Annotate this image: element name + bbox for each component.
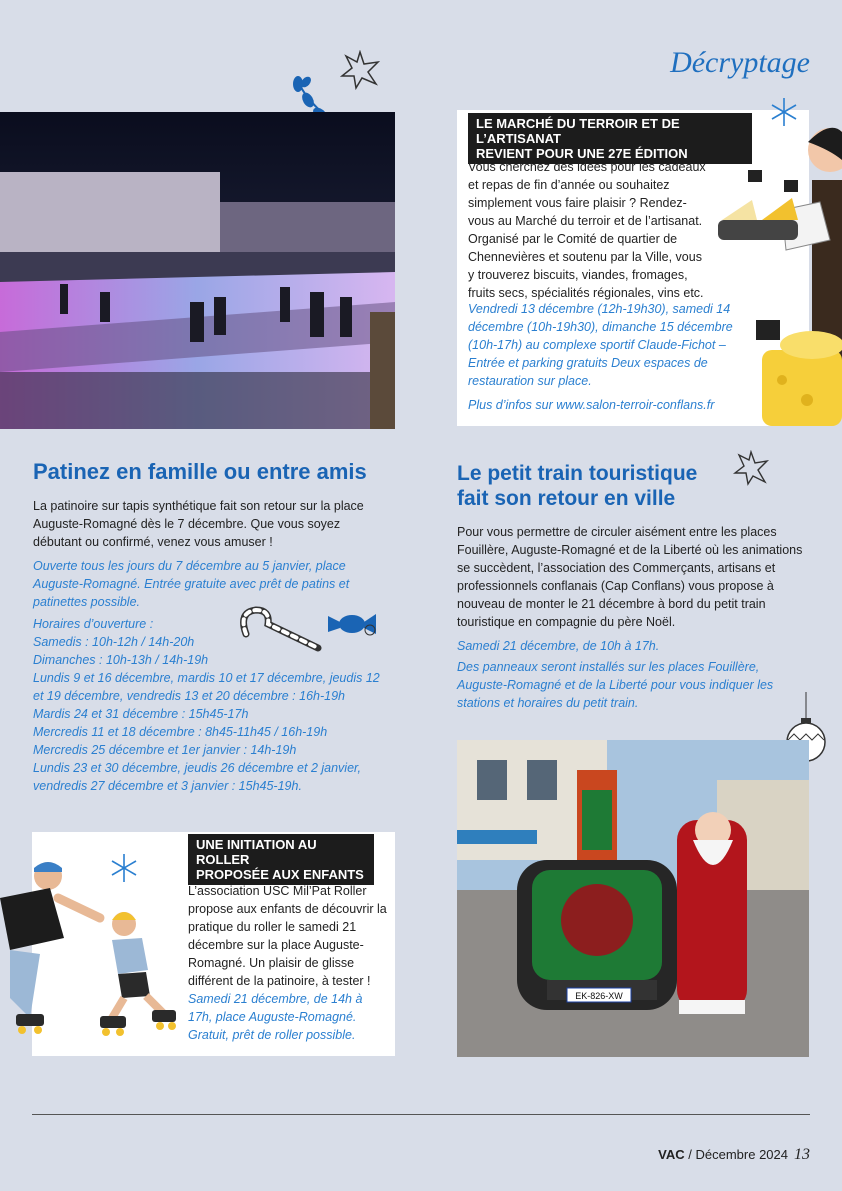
market-tag xyxy=(468,113,752,164)
rink-hours-6: Mercredis 25 décembre et 1er janvier : 14h-19h xyxy=(33,743,297,757)
market-text: Vous cherchez des idées pour les cadeaux et repas de fin d’année ou souhaitez simplement vous faire plaisir ? Rendez-vous au Marché du terroir et de l’artisanat. Organisé par le Comité de quartier de Chennevières et soutenu par la Ville, vous y trouverez biscuits, viandes, fromages, fruits secs, spécialités régionales, vins etc. xyxy=(468,160,706,300)
train-title xyxy=(457,461,697,511)
roller-info: Samedi 21 décembre, de 14h à 17h, place Auguste-Romagné. Gratuit, prêt de roller possible. xyxy=(188,992,363,1042)
market-tag-line2: REVIENT POUR UNE 27E ÉDITION xyxy=(476,146,688,161)
roller-skaters-illustration xyxy=(0,858,185,1048)
footer-divider xyxy=(32,1114,810,1115)
rink-intro: La patinoire sur tapis synthétique fait son retour sur la place Auguste-Romagné dès le 7 décembre. Que vous soyez débutant ou confirmé, venez vous amuser ! xyxy=(33,499,364,549)
ice-rink-photo xyxy=(0,112,395,429)
market-dates: Vendredi 13 décembre (12h-19h30), samedi 14 décembre (10h-19h30), dimanche 15 décembre (10h-17h) au complexe sportif Claude-Fichot – Entrée et parking gratuits Deux espaces de restauration sur place. xyxy=(468,302,733,388)
candy-cane-icon xyxy=(234,604,324,654)
train-title-line2: fait son retour en ville xyxy=(457,487,676,510)
rink-hours-3: Lundis 9 et 16 décembre, mardis 10 et 17 décembre, jeudis 12 et 19 décembre, vendredis 13 et 20 décembre : 16h-19h xyxy=(33,671,380,703)
license-plate: EK-826-XW xyxy=(575,991,623,1001)
roller-tag-line1: UNE INITIATION AU ROLLER xyxy=(196,837,317,867)
train-text: Pour vous permettre de circuler aisément entre les places Fouillère, Auguste-Romagné et de la Liberté où les animations se succèdent, l’association des Commerçants, artisans et professionnels conflanais (Cap Conflans) vous propose à nouveau de monter le 21 décembre à bord du petit train touristique en compagnie du père Noël. xyxy=(457,525,803,629)
rink-title: Patinez en famille ou entre amis xyxy=(33,459,367,484)
rink-hours-5: Mercredis 11 et 18 décembre : 8h45-11h45 / 16h-19h xyxy=(33,725,328,739)
rink-hours-title: Horaires d’ouverture : xyxy=(33,617,154,631)
rink-hours-4: Mardis 24 et 31 décembre : 15h45-17h xyxy=(33,707,249,721)
section-title: Décryptage xyxy=(670,46,810,79)
train-photo xyxy=(457,740,809,1057)
candy-icon xyxy=(326,608,382,640)
train-title-line1: Le petit train touristique xyxy=(457,462,698,485)
roller-tag-line2: PROPOSÉE AUX ENFANTS xyxy=(196,867,364,882)
cheese-vendor-illustration xyxy=(712,120,842,426)
rink-hours-2: Dimanches : 10h-13h / 14h-19h xyxy=(33,653,209,667)
page-number: 13 xyxy=(794,1146,810,1163)
roller-tag xyxy=(188,834,374,885)
footer xyxy=(658,1146,810,1164)
rink-hours-7: Lundis 23 et 30 décembre, jeudis 26 décembre et 2 janvier, vendredis 27 décembre et 3 janvier : 15h45-19h. xyxy=(33,761,361,793)
market-tag-line1: LE MARCHÉ DU TERROIR ET DE L’ARTISANAT xyxy=(476,116,680,146)
footer-separator: / xyxy=(684,1147,696,1162)
rink-hours-1: Samedis : 10h-12h / 14h-20h xyxy=(33,635,195,649)
train-date: Samedi 21 décembre, de 10h à 17h. xyxy=(457,639,660,653)
star-ornament-icon xyxy=(732,450,770,486)
train-info: Des panneaux seront installés sur les places Fouillère, Auguste-Romagné et de la Liberté pour vous indiquer les stations et horaires du petit train. xyxy=(457,660,774,710)
footer-mag: VAC xyxy=(658,1147,685,1162)
footer-date: Décembre 2024 xyxy=(695,1147,788,1162)
roller-text: L’association USC Mil’Pat Roller propose aux enfants de découvrir la pratique du roller le samedi 21 décembre sur la place Auguste-Romagné. Un plaisir de glisse différent de la patinoire, à tester ! xyxy=(188,884,387,988)
rink-hours xyxy=(33,615,393,795)
market-more-info: Plus d’infos sur www.salon-terroir-conflans.fr xyxy=(468,398,715,412)
rink-info: Ouverte tous les jours du 7 décembre au 5 janvier, place Auguste-Romagné. Entrée gratuite avec prêt de patins et patinettes possible. xyxy=(33,559,350,609)
